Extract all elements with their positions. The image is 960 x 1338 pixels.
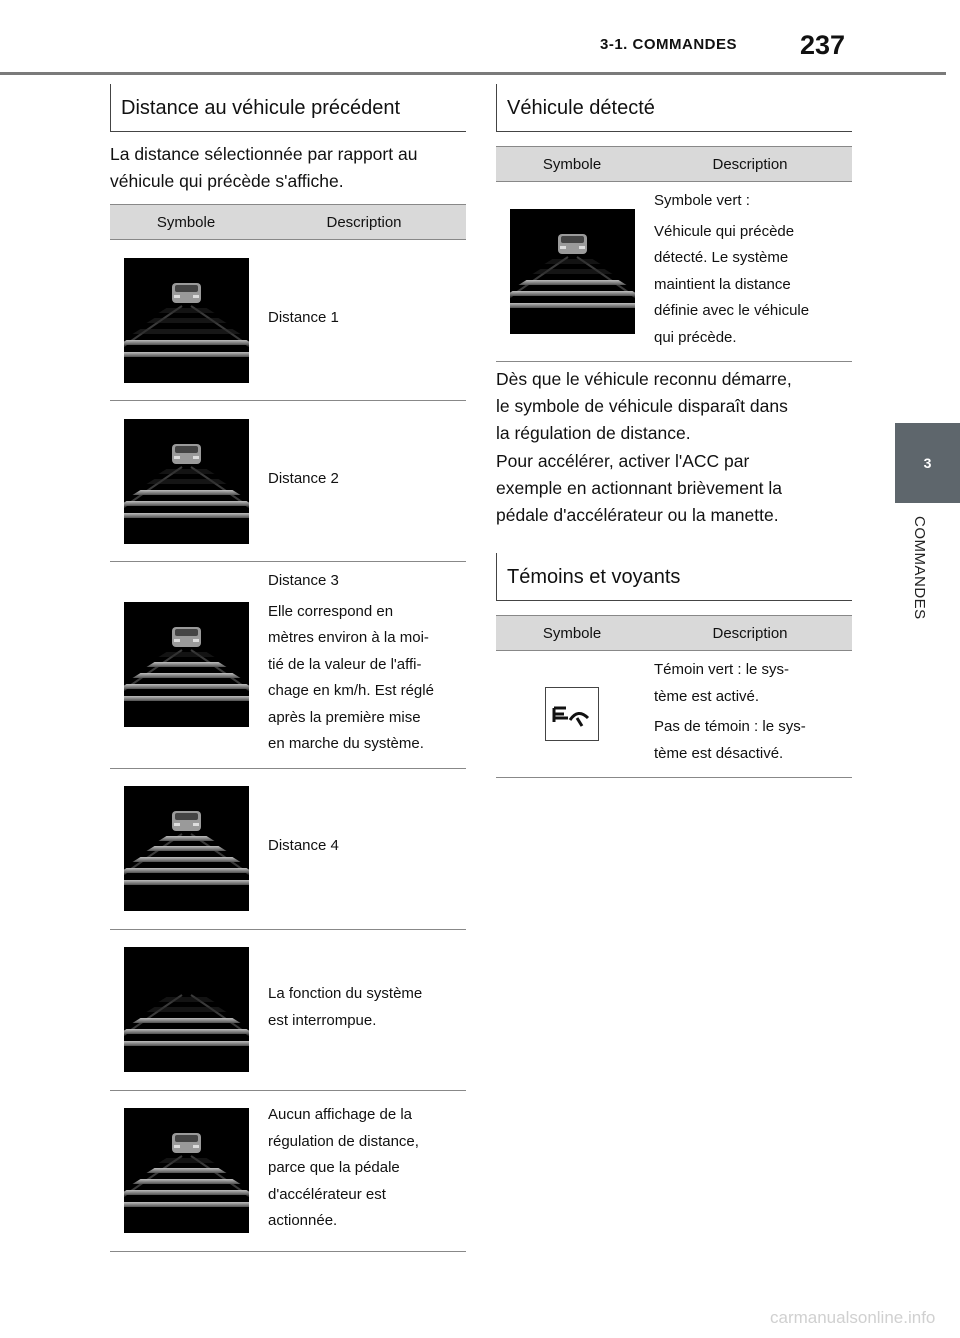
- distance-4-icon: [124, 786, 249, 911]
- text-line: en marche du système.: [268, 735, 424, 752]
- text-line: détecté. Le système: [654, 249, 789, 266]
- description-cell: [262, 1090, 466, 1251]
- acc-indicator-icon: [545, 687, 599, 741]
- text-line: tème est activé.: [654, 687, 760, 705]
- text-line: Pas de témoin : le sys-: [654, 718, 806, 735]
- column-header-symbol: Symbole: [110, 205, 262, 240]
- symbol-cell: [110, 929, 262, 1090]
- text-line: Véhicule qui précède: [654, 222, 795, 240]
- distance-table: [110, 204, 466, 1252]
- symbol-cell: [110, 562, 262, 769]
- paragraph-vehicle-starts: [496, 366, 856, 447]
- text-line: le symbole de véhicule disparaît dans: [496, 396, 788, 416]
- text-line: tème est désactivé.: [654, 744, 784, 762]
- distance-1-icon: [124, 258, 249, 383]
- text-line: qui précède.: [654, 328, 737, 346]
- table-row: [496, 651, 852, 778]
- symbol-cell: [110, 768, 262, 929]
- table-row: [110, 929, 466, 1090]
- column-header-description: Description: [262, 205, 466, 240]
- description-paragraph: [654, 714, 848, 767]
- text-line: pédale d'accélérateur ou la manette.: [496, 505, 779, 525]
- text-line: Distance 2: [268, 469, 339, 487]
- description-cell: [262, 401, 466, 562]
- description-cell: [262, 240, 466, 401]
- text-line: actionnée.: [268, 1212, 338, 1230]
- description-cell: [262, 562, 466, 769]
- symbol-cell: [110, 1090, 262, 1251]
- description-paragraph: [268, 1102, 462, 1235]
- section-heading-vehicle-detected: Véhicule détecté: [496, 84, 852, 132]
- text-line: Aucun affichage de la: [268, 1106, 413, 1124]
- description-paragraph: [654, 219, 848, 352]
- watermark: carmanualsonline.info: [770, 1308, 936, 1327]
- table-row: [496, 182, 852, 362]
- paragraph-accelerate: [496, 448, 856, 529]
- description-paragraph: [654, 188, 848, 215]
- text-line: Dès que le véhicule reconnu démarre,: [496, 369, 792, 389]
- text-line: parce que la pédale: [268, 1159, 400, 1177]
- text-line: Distance 1: [268, 308, 339, 326]
- accelerator-pressed-icon: [124, 1108, 249, 1233]
- section-heading-distance: Distance au véhicule précédent: [110, 84, 466, 132]
- text-line: véhicule qui précède s'affiche.: [110, 171, 344, 191]
- table-row: [110, 1090, 466, 1251]
- description-paragraph: [268, 466, 462, 493]
- text-line: Elle correspond en: [268, 602, 394, 620]
- distance-3-icon: [124, 602, 249, 727]
- distance-2-icon: [124, 419, 249, 544]
- text-line: mètres environ à la moi-: [268, 629, 429, 646]
- text-line: la régulation de distance.: [496, 423, 691, 443]
- description-paragraph: [268, 305, 462, 332]
- description-cell: [262, 929, 466, 1090]
- text-line: Témoin vert : le sys-: [654, 661, 790, 678]
- symbol-cell: [110, 401, 262, 562]
- chapter-tab-label: COMMANDES: [911, 516, 928, 620]
- text-line: Symbole vert :: [654, 192, 750, 209]
- text-line: chage en km/h. Est réglé: [268, 682, 434, 699]
- description-paragraph: [268, 981, 462, 1034]
- table-row: [110, 562, 466, 769]
- column-header-symbol: Symbole: [496, 147, 648, 182]
- text-line: définie avec le véhicule: [654, 302, 810, 319]
- description-paragraph: [268, 833, 462, 860]
- vehicle-detected-icon: [510, 209, 635, 334]
- description-cell: [262, 768, 466, 929]
- page-number: 237: [800, 30, 846, 60]
- intro-paragraph: [110, 141, 470, 195]
- symbol-cell: [496, 651, 648, 778]
- text-line: tié de la valeur de l'affi-: [268, 655, 422, 673]
- column-header-description: Description: [648, 147, 852, 182]
- description-paragraph: [268, 568, 462, 595]
- table-row: [110, 401, 466, 562]
- table-row: [110, 240, 466, 401]
- description-paragraph: [268, 599, 462, 758]
- text-line: Pour accélérer, activer l'ACC par: [496, 451, 750, 471]
- header-rule: [0, 72, 946, 75]
- text-line: après la première mise: [268, 708, 421, 726]
- text-line: régulation de distance,: [268, 1132, 419, 1150]
- description-cell: [648, 182, 852, 362]
- text-line: La distance sélectionnée par rapport au: [110, 144, 418, 164]
- column-header-description: Description: [648, 616, 852, 651]
- symbol-cell: [496, 182, 648, 362]
- text-line: d'accélérateur est: [268, 1185, 386, 1203]
- running-header-section: 3-1. COMMANDES: [600, 36, 738, 53]
- text-line: est interrompue.: [268, 1011, 377, 1029]
- text-line: Distance 4: [268, 837, 339, 855]
- text-line: Distance 3: [268, 572, 339, 589]
- symbol-cell: [110, 240, 262, 401]
- column-header-symbol: Symbole: [496, 616, 648, 651]
- indicators-table: [496, 615, 852, 778]
- system-interrupted-icon: [124, 947, 249, 1072]
- text-line: La fonction du système: [268, 985, 423, 1002]
- chapter-tab: 3: [895, 423, 960, 503]
- text-line: exemple en actionnant brièvement la: [496, 478, 783, 498]
- table-row: [110, 768, 466, 929]
- text-line: maintient la distance: [654, 275, 791, 293]
- vehicle-detected-table: [496, 146, 852, 362]
- section-heading-indicators: Témoins et voyants: [496, 553, 852, 601]
- description-cell: [648, 651, 852, 778]
- description-paragraph: [654, 657, 848, 710]
